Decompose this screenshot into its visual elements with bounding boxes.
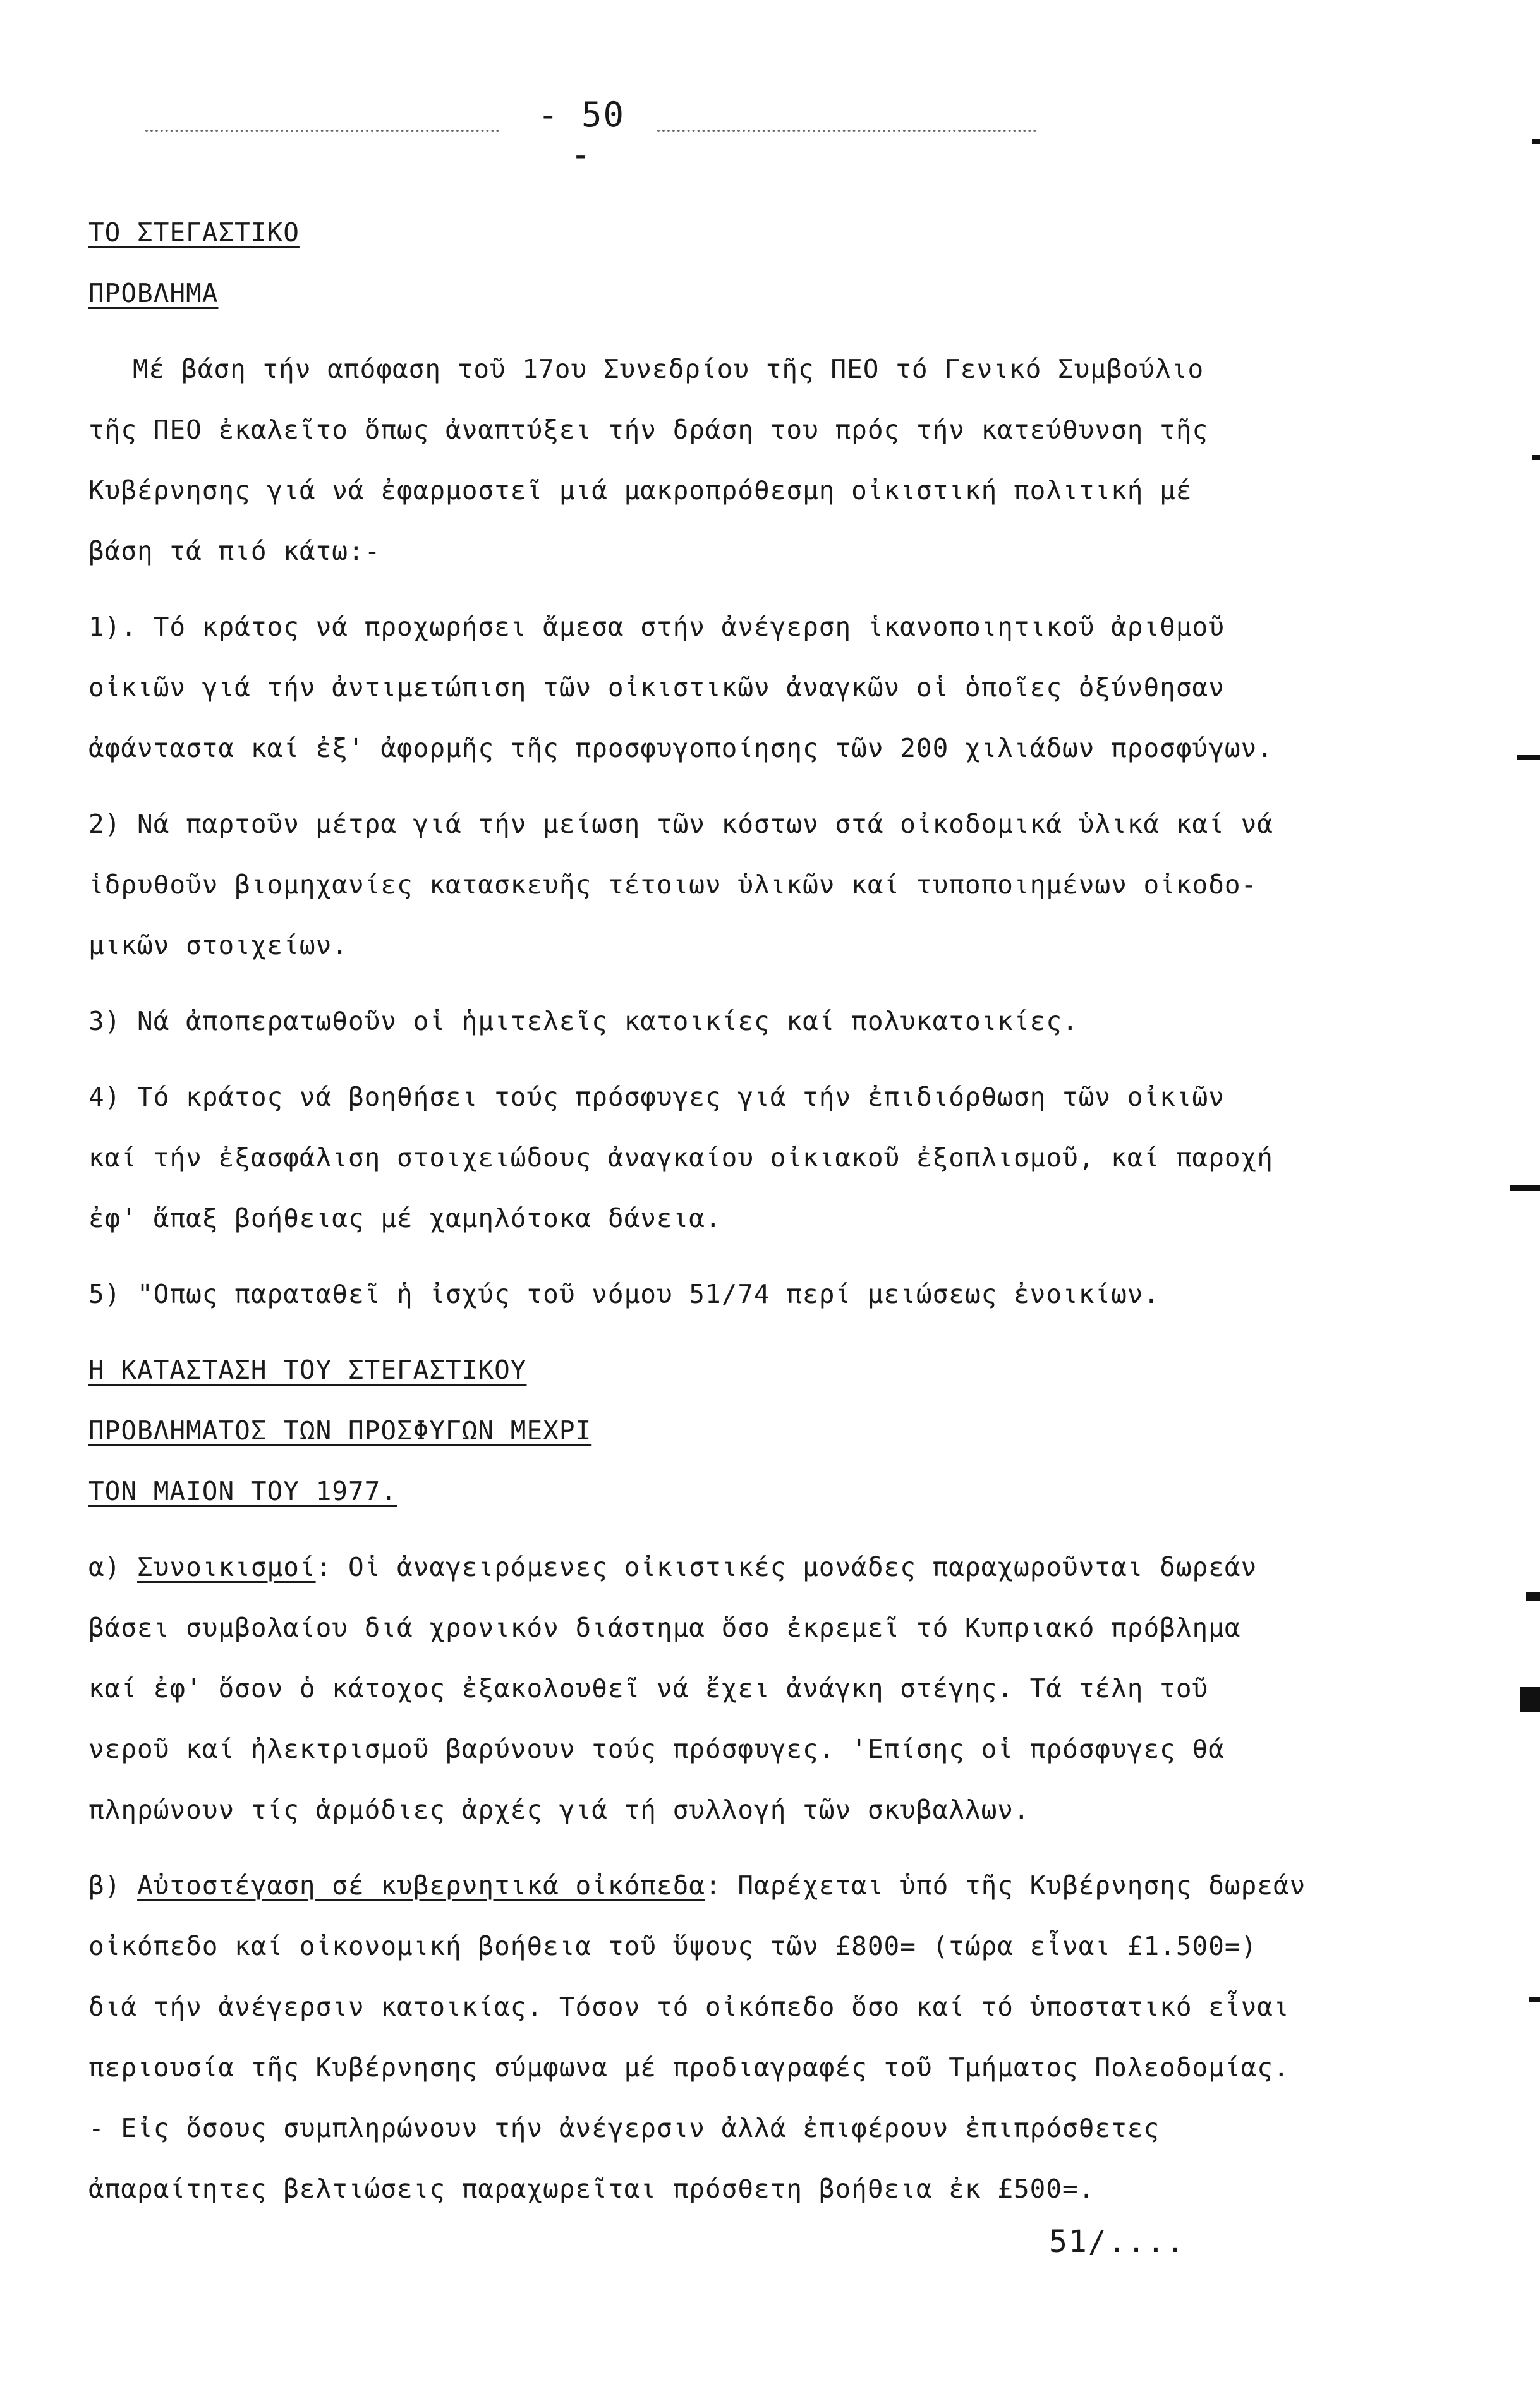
section-heading-status: Η ΚΑΤΑΣΤΑΣΗ ΤΟΥ ΣΤΕΓΑΣΤΙΚΟΥ <box>88 1355 527 1385</box>
item-2-line: μικῶν στοιχείων. <box>88 930 348 960</box>
spacer <box>88 1324 1276 1340</box>
section-a-term: Συνοικισμοί <box>137 1552 316 1582</box>
section-b-term: Αὐτοστέγαση σέ κυβερνητικά οἰκόπεδα <box>137 1870 706 1901</box>
spacer <box>88 1840 1276 1855</box>
section-a-line: πληρώνουν τίς ἁρμόδιες ἀρχές γιά τή συλλογή τῶν σκυβαλλων. <box>88 1795 1030 1825</box>
section-a-lead <box>88 1537 1276 1597</box>
spacer <box>88 1522 1276 1537</box>
margin-mark <box>1532 139 1540 144</box>
item-1-line: οἰκιῶν γιά τήν ἀντιμετώπιση τῶν οἰκιστικῶν ἀναγκῶν οἱ ὁποῖες ὀξύνθησαν <box>88 672 1225 703</box>
item-3-line: 3) Νά ἀποπερατωθοῦν οἱ ἡμιτελεῖς κατοικίες καί πολυκατοικίες. <box>88 1006 1079 1036</box>
section-b-lead-text: : Παρέχεται ὑπό τῆς Κυβέρνησης δωρεάν <box>705 1870 1306 1901</box>
margin-mark <box>1532 455 1540 460</box>
intro-line: Μέ βάση τήν απόφαση τοῦ 17ου Συνεδρίου τῆς ΠΕΟ τό Γενικό Συμβούλιο <box>133 354 1204 384</box>
margin-mark <box>1526 1592 1540 1601</box>
section-a-line: καί ἐφ' ὅσον ὁ κάτοχος ἐξακολουθεῖ νά ἔχει ἀνάγκη στέγης. Τά τέλη τοῦ <box>88 1673 1209 1704</box>
intro-line: Κυβέρνησης γιά νά ἐφαρμοστεῖ μιά μακροπρόθεσμη οἰκιστική πολιτική μέ <box>88 475 1192 505</box>
item-2-line: 2) Νά παρτοῦν μέτρα γιά τήν μείωση τῶν κόστων στά οἰκοδομικά ὑλικά καί νά <box>88 809 1273 839</box>
section-b-line: ἀπαραίτητες βελτιώσεις παραχωρεῖται πρόσθετη βοήθεια ἐκ £500=. <box>88 2174 1095 2204</box>
spacer <box>88 581 1276 596</box>
item-4-line: καί τήν ἐξασφάλιση στοιχειώδους ἀναγκαίου οἰκιακοῦ ἐξοπλισμοῦ, καί παροχή <box>88 1142 1273 1173</box>
section-a-line: βάσει συμβολαίου διά χρονικόν διάστημα ὅσο ἐκρεμεῖ τό Κυπριακό πρόβλημα <box>88 1613 1241 1643</box>
section-b-prefix: β) <box>88 1870 138 1901</box>
item-4-line: ἐφ' ἅπαξ βοήθειας μέ χαμηλότοκα δάνεια. <box>88 1203 722 1233</box>
spacer <box>88 778 1276 794</box>
item-2-line: ἱδρυθοῦν βιομηχανίες κατασκευῆς τέτοιων ὑλικῶν καί τυποποιημένων οἰκοδο- <box>88 869 1258 900</box>
margin-mark <box>1520 1687 1540 1712</box>
spacer <box>88 1051 1276 1067</box>
top-dotted-rule-left <box>145 130 499 132</box>
intro-line: τῆς ΠΕΟ ἐκαλεῖτο ὅπως ἀναπτύξει τήν δράση του πρός τήν κατεύθυνση τῆς <box>88 415 1209 445</box>
section-b-line: περιουσία τῆς Κυβέρνησης σύμφωνα μέ προδιαγραφές τοῦ Τμήματος Πολεοδομίας. <box>88 2052 1290 2083</box>
section-a-prefix: α) <box>88 1552 138 1582</box>
top-dotted-rule-right <box>657 130 1036 132</box>
item-5-line: 5) "Οπως παραταθεῖ ἡ ἰσχύς τοῦ νόμου 51/74 περί μειώσεως ἐνοικίων. <box>88 1279 1160 1309</box>
section-heading-status: ΠΡΟΒΛΗΜΑΤΟΣ ΤΩΝ ΠΡΟΣΦΥΓΩΝ ΜΕΧΡΙ <box>88 1415 592 1446</box>
section-a-lead-text: : Οἱ ἀναγειρόμενες οἰκιστικές μονάδες παραχωροῦνται δωρεάν <box>315 1552 1258 1582</box>
item-4-line: 4) Τό κράτος νά βοηθήσει τούς πρόσφυγες γιά τήν ἐπιδιόρθωση τῶν οἰκιῶν <box>88 1082 1225 1112</box>
item-1-line: 1). Τό κράτος νά προχωρήσει ἄμεσα στήν ἀνέγερση ἱκανοποιητικοῦ ἀριθμοῦ <box>88 612 1225 642</box>
margin-mark <box>1517 755 1540 760</box>
item-1-line: ἀφάνταστα καί ἐξ' ἀφορμῆς τῆς προσφυγοποίησης τῶν 200 χιλιάδων προσφύγων. <box>88 733 1273 763</box>
section-b-line: διά τήν ἀνέγερσιν κατοικίας. Τόσον τό οἰκόπεδο ὅσο καί τό ὑποστατικό εἶναι <box>88 1992 1290 2022</box>
page-number: - 50 - <box>537 95 626 174</box>
continuation-reference: 51/.... <box>1049 2224 1186 2260</box>
spacer <box>88 976 1276 991</box>
margin-mark <box>1529 1997 1540 2002</box>
spacer <box>88 324 1276 339</box>
section-heading-housing: ΤΟ ΣΤΕΓΑΣΤΙΚΟ <box>88 217 300 248</box>
document-body <box>88 202 1306 2219</box>
section-a-line: νεροῦ καί ἠλεκτρισμοῦ βαρύνουν τούς πρόσφυγες. 'Επίσης οἱ πρόσφυγες θά <box>88 1734 1225 1764</box>
section-heading-status: ΤΟΝ ΜΑΙΟΝ ΤΟΥ 1977. <box>88 1476 397 1506</box>
section-heading-problem: ΠΡΟΒΛΗΜΑ <box>88 278 219 308</box>
section-b-line: - Εἰς ὅσους συμπληρώνουν τήν ἀνέγερσιν ἀλλά ἐπιφέρουν ἐπιπρόσθετες <box>88 2113 1160 2143</box>
spacer <box>88 1249 1276 1264</box>
section-b-lead <box>88 1855 1306 1916</box>
margin-mark <box>1510 1185 1540 1191</box>
intro-line: βάση τά πιό κάτω:- <box>88 536 381 566</box>
section-b-line: οἰκόπεδο καί οἰκονομική βοήθεια τοῦ ὕψους τῶν £800= (τώρα εἶναι £1.500=) <box>88 1931 1258 1961</box>
